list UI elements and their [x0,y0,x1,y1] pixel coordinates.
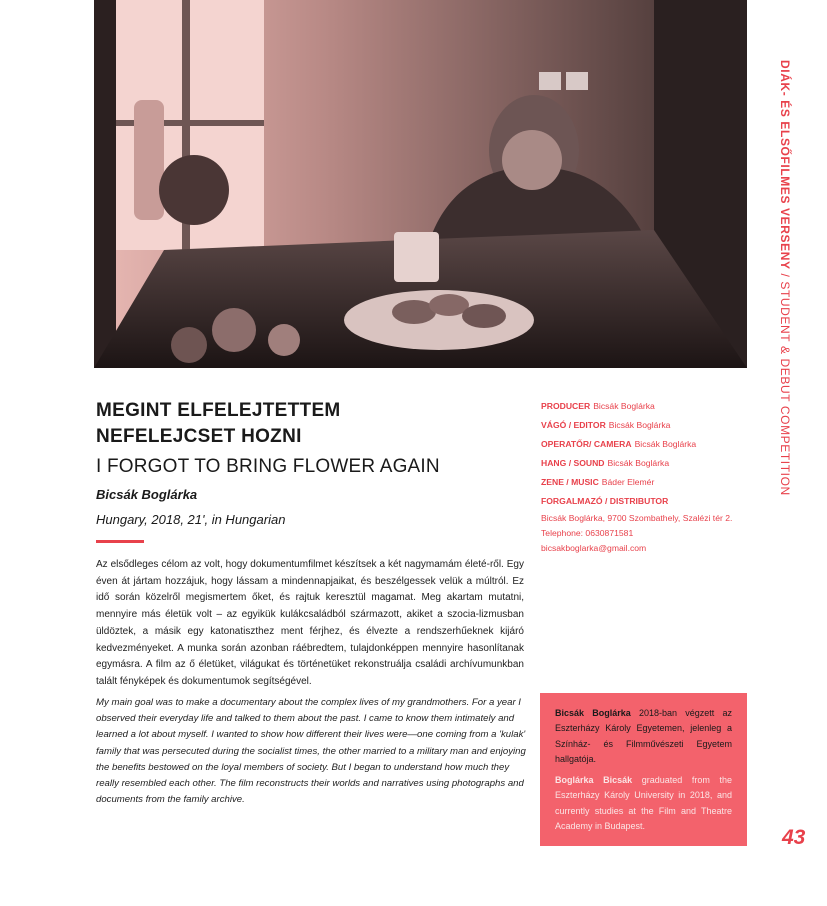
credit-distributor [541,492,756,511]
bio-hu [555,706,732,767]
film-title-hu [96,398,516,450]
bio-en-text: graduated from the Eszterházy Károly University in 2018, and currently studies at the Film and Theatre Academy in Budapest. [555,775,732,832]
credit-role: FORGALMAZÓ / DISTRIBUTOR [541,496,669,506]
film-still-photo [94,0,747,368]
credit-name: Bicsák Boglárka [608,420,671,430]
credit-role: HANG / SOUND [541,458,605,468]
credit-producer [541,397,756,416]
credit-role: PRODUCER [541,401,591,411]
distributor-phone: Telephone: 0630871581 [541,528,634,538]
credit-editor [541,416,756,435]
competition-title-en: / STUDENT & DEBUT COMPETITION [778,269,792,496]
credits-list [541,397,756,556]
film-origin: Hungary, 2018, 21', in Hungarian [96,512,286,527]
credit-camera [541,435,756,454]
accent-divider [96,540,144,543]
page-number: 43 [782,826,806,849]
credit-name: Bicsák Boglárka [593,401,655,411]
film-director: Bicsák Boglárka [96,487,198,502]
film-title-en: I FORGOT TO BRING FLOWER AGAIN [96,456,440,477]
bio-en [555,773,732,834]
distributor-email[interactable]: bicsakboglarka@gmail.com [541,543,647,553]
bio-hu-name: Bicsák Boglárka [555,708,631,718]
credit-name: Báder Elemér [601,477,655,487]
bio-hu-text: 2018-ban végzett az Eszterházy Károly Egyetemen, jelenleg a Színház- és Filmművészeti Egyetem hallgatója. [555,708,732,764]
synopsis-hu: Az elsődleges célom az volt, hogy dokumentumfilmet készítsek a két nagymamám életé-ről. Egy éven át jártam hozzájuk, hogy lássam a mindennapjaikat, és beszélgessek velük a múltról. Ez idő során közelről megismertem őket, és rajtuk keresztül magamat. Meg akartam mutatni, mennyire más életük volt – az egyikük kulákcsaládból származott, akiket a szocia-lizmusban üldöztek, a másik egy katonatiszthez ment férjhez, és élvezte a rendszerhűeknek kijáró kedvezményeket. A munka során azonban ráébredtem, tulajdonképpen mennyire hasonlítanak egymásra. A film az ő életüket, világukat és történetüket rekonstruálja családi archívumunkban talált fényképek és dokumentumok segítségével. [96,559,524,687]
credit-music [541,473,756,492]
synopsis-en: My main goal was to make a documentary about the complex lives of my grandmothers. For a year I observed their everyday life and talked to them about the past. I came to know them intimately and learned a lot about myself. I wanted to show how different their lives were—one coming from a 'kulak' family that was persecuted during the socialist times, the other married to a military man and enjoying the benefits bestowed on the loyal members of society. But I began to understand how much they really resembled each other. The film reconstructs their worlds and narratives using photographs and documents from the family archive. [96,697,526,806]
credit-sound [541,454,756,473]
credit-name: Bicsák Boglárka [634,439,697,449]
film-title-hu-line2: NEFELEJCSET HOZNI [96,426,302,447]
director-bio-box [540,693,747,846]
competition-title-text [778,60,792,496]
film-title-hu-line1: MEGINT ELFELEJTETTEM [96,400,341,421]
competition-section-title [775,60,801,496]
competition-title-hu: DIÁK- ÉS ELSŐFILMES VERSENY [778,60,792,270]
credit-name: Bicsák Boglárka [607,458,670,468]
credit-role: ZENE / MUSIC [541,477,599,487]
bio-en-name: Boglárka Bicsák [555,775,633,786]
credit-role: VÁGÓ / EDITOR [541,420,606,430]
credit-role: OPERATŐR/ CAMERA [541,439,632,449]
distributor-address: Bicsák Boglárka, 9700 Szombathely, Szalézi tér 2. [541,513,733,523]
